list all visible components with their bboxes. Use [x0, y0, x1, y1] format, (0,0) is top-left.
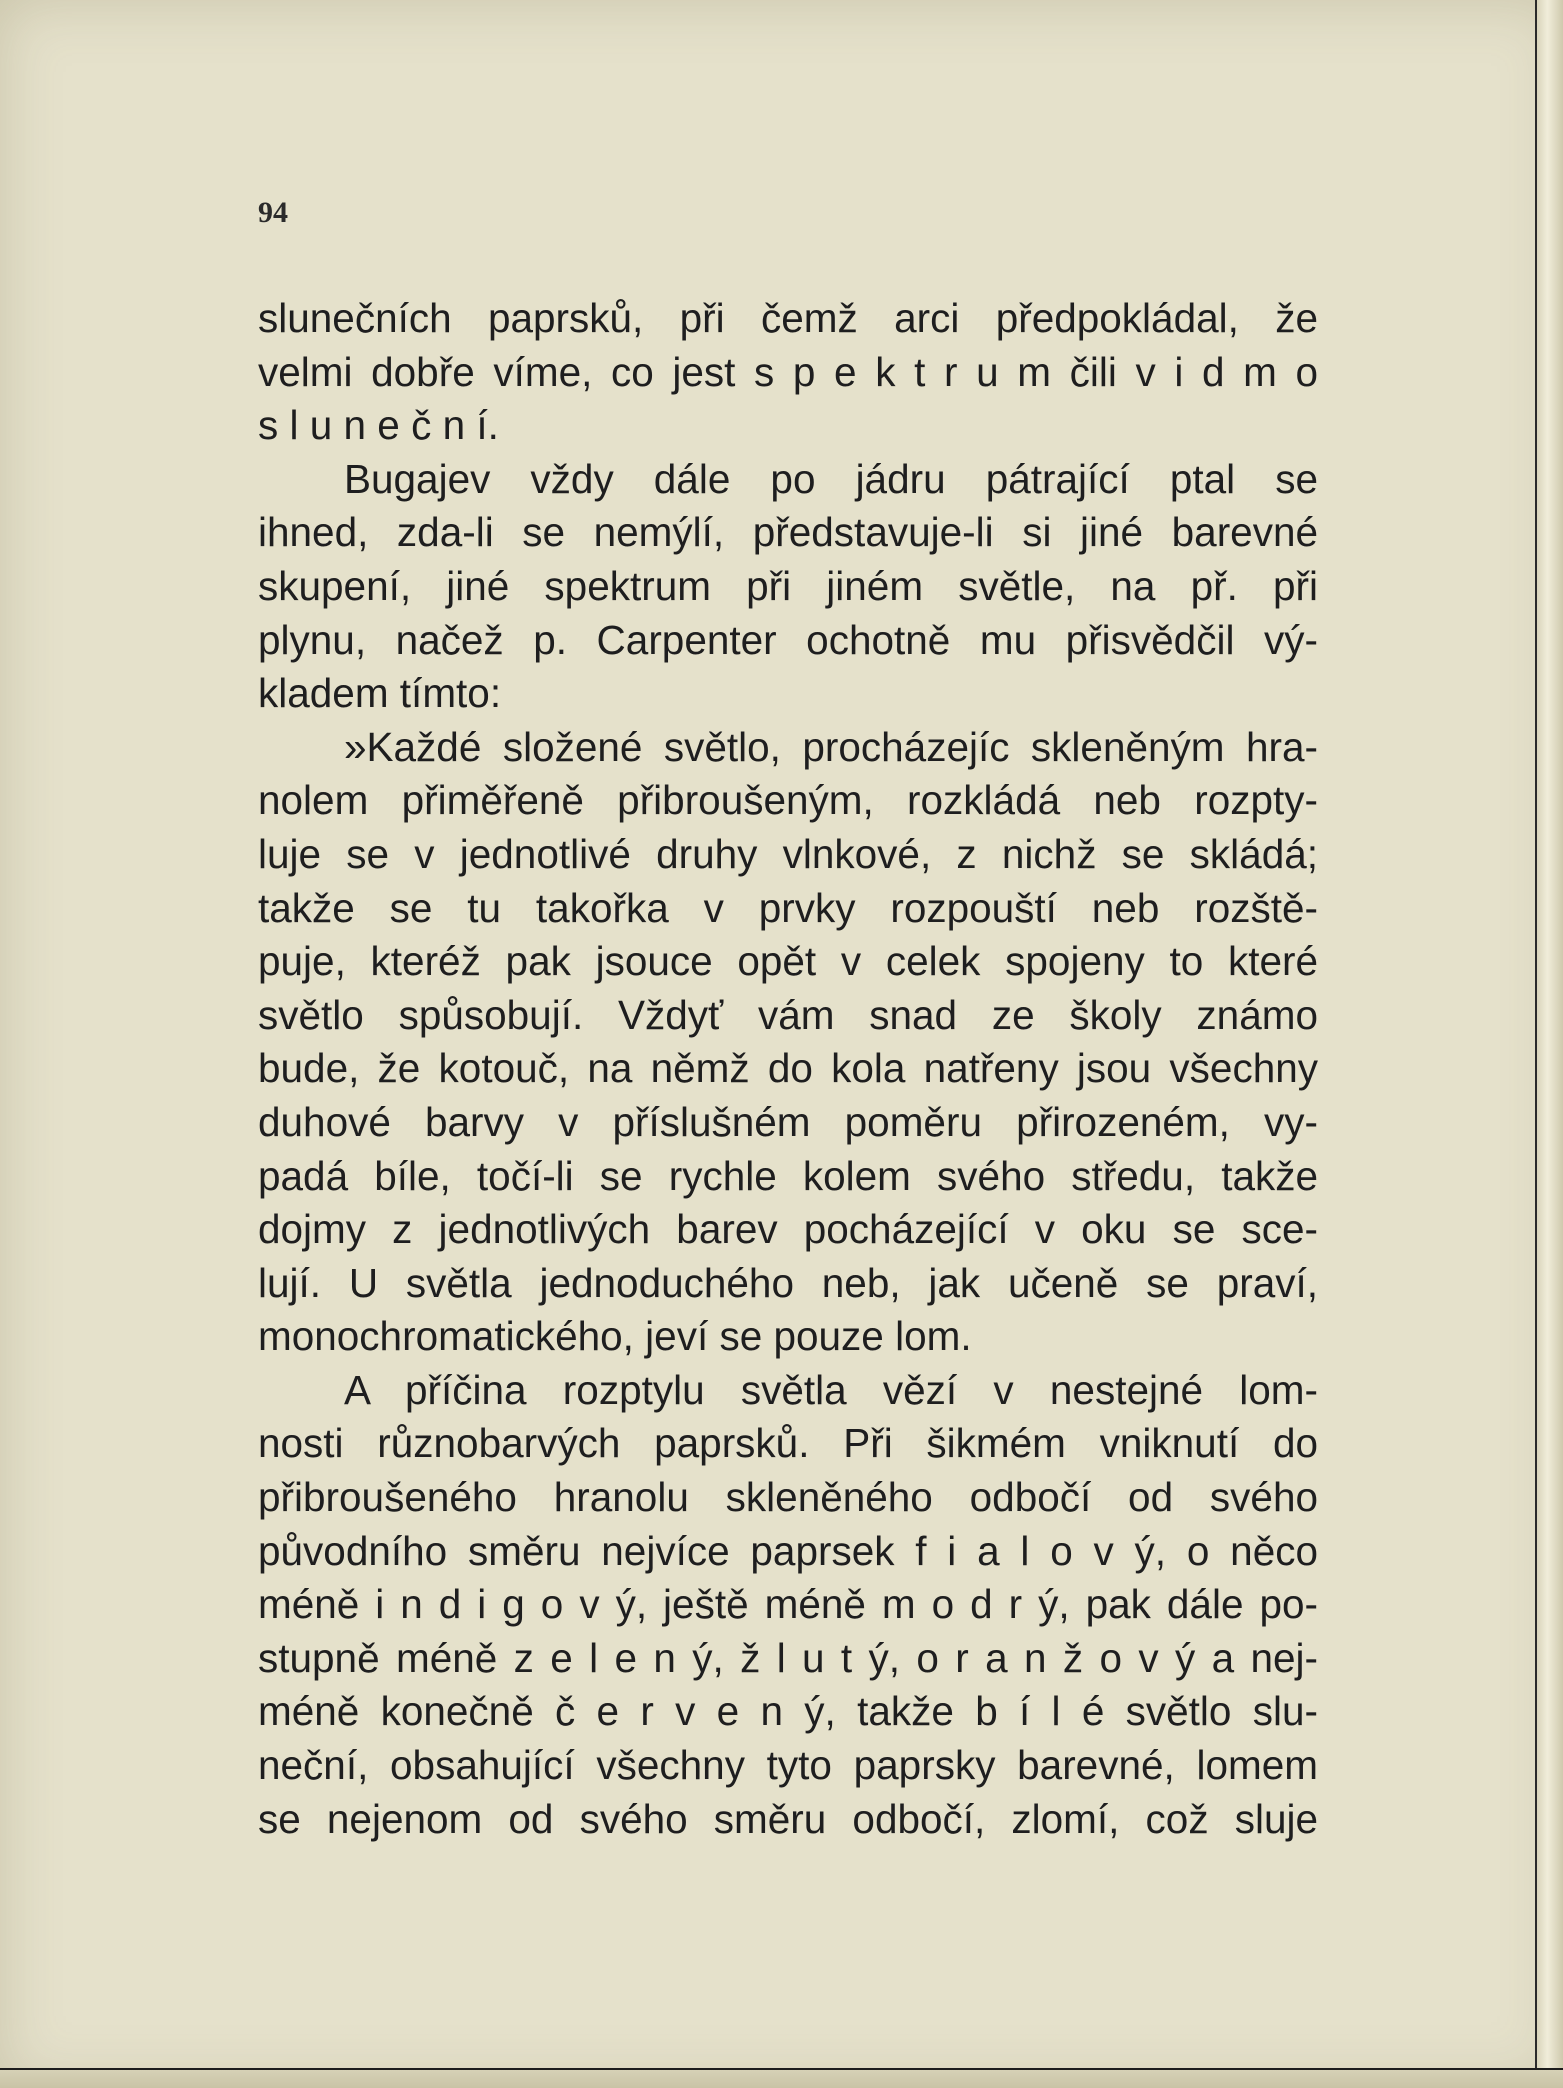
text-line: luje se v jednotlivé druhy vlnkové, z nichž se skládá; — [258, 830, 1318, 877]
text-line: ihned, zda-li se nemýlí, představuje-li si jiné barevné — [258, 509, 1318, 556]
text-line: se nejenom od svého směru odbočí, zlomí, což sluje — [258, 1795, 1318, 1842]
text-line: Bugajev vždy dále po jádru pátrající ptal se — [344, 455, 1318, 502]
text-line: lují. U světla jednoduchého neb, jak učeně se praví, — [258, 1259, 1318, 1306]
text-line: světlo spůsobují. Vždyť vám snad ze školy známo — [258, 991, 1318, 1038]
text-line: takže se tu takořka v prvky rozpouští neb rozště- — [258, 884, 1318, 931]
text-line: nosti různobarvých paprsků. Při šikmém vniknutí do — [258, 1420, 1318, 1467]
text-line: bude, že kotouč, na němž do kola natřeny jsou všechny — [258, 1045, 1318, 1092]
text-line: kladem tímto: — [258, 670, 502, 717]
text-line: slunečních paprsků, při čemž arci předpokládal, že — [258, 295, 1318, 341]
text-line: monochromatického, jeví se pouze lom. — [258, 1313, 972, 1360]
text-line: duhové barvy v příslušném poměru přirozeném, vy- — [258, 1098, 1318, 1145]
text-line: s l u n e č n í. — [258, 402, 499, 449]
text-line: stupně méně z e l e n ý, ž l u t ý, o r a n ž o v ý a nej- — [258, 1634, 1318, 1681]
text-line: puje, kteréž pak jsouce opět v celek spojeny to které — [258, 938, 1318, 985]
page-number: 94 — [258, 196, 288, 229]
text-line: »Každé složené světlo, procházejíc skleněným hra- — [344, 723, 1318, 770]
text-line: neční, obsahující všechny tyto paprsky barevné, lomem — [258, 1742, 1318, 1789]
text-line: A příčina rozptylu světla vězí v nestejné lom- — [344, 1366, 1318, 1413]
text-line: přibroušeného hranolu skleněného odbočí od svého — [258, 1474, 1318, 1521]
text-line: původního směru nejvíce paprsek f i a l o v ý, o něco — [258, 1527, 1318, 1574]
page-body-text — [258, 292, 1318, 1846]
text-line: méně konečně č e r v e n ý, takže b í l é světlo slu- — [258, 1688, 1318, 1735]
text-line: padá bíle, točí-li se rychle kolem svého středu, takže — [258, 1152, 1318, 1199]
text-line: méně i n d i g o v ý, ještě méně m o d r ý, pak dále po- — [258, 1581, 1318, 1628]
text-line: dojmy z jednotlivých barev pocházející v oku se sce- — [258, 1206, 1318, 1253]
text-line: nolem přiměřeně přibroušeným, rozkládá neb rozpty- — [258, 777, 1318, 824]
page-edge-bottom — [0, 2068, 1563, 2088]
page-edge-right — [1535, 0, 1563, 2088]
text-line: velmi dobře víme, co jest s p e k t r u m čili v i d m o — [258, 348, 1318, 395]
text-line: skupení, jiné spektrum při jiném světle, na př. při — [258, 562, 1318, 609]
text-line: plynu, načež p. Carpenter ochotně mu přisvědčil vý- — [258, 616, 1318, 663]
